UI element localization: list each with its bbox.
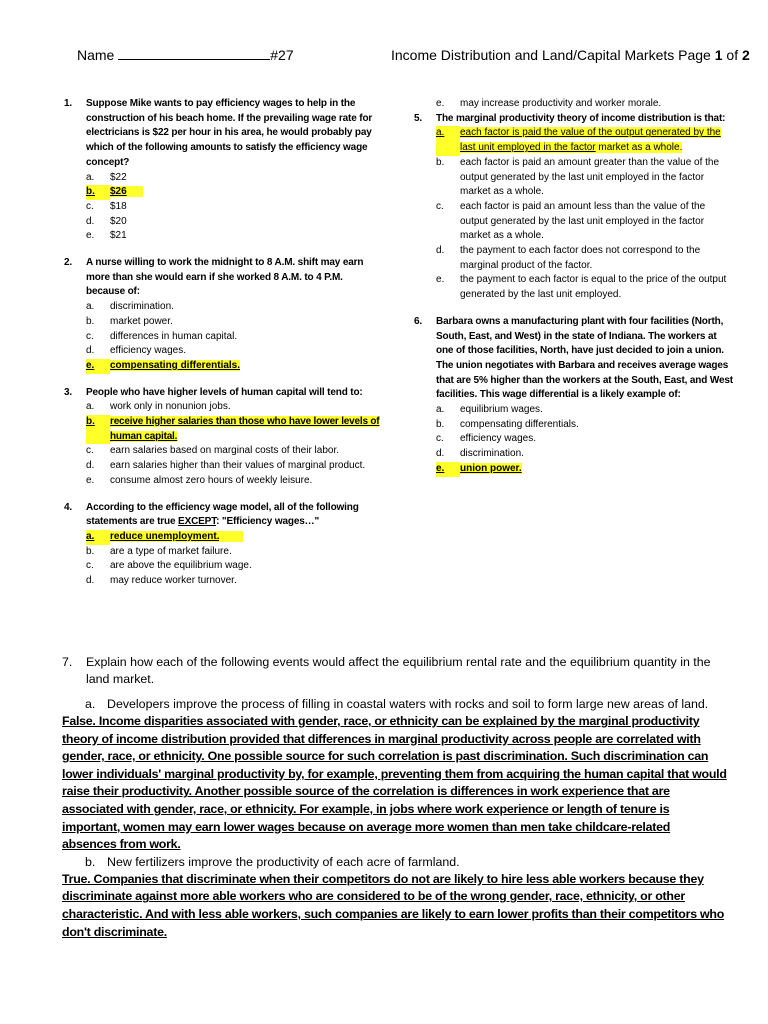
question-text: Suppose Mike wants to pay efficiency wages to help in the construction of his beach home. If the prevailing wage rate for electricians is $22 per hour in his area, he would probably pay which of the following amounts to satisfy the efficiency wage concept? (86, 98, 373, 168)
option-d[interactable]: d. efficiency wages. (86, 345, 186, 357)
option-a[interactable]: a. $22 (86, 171, 127, 183)
part-a: a. Developers improve the process of filling in coastal waters with rocks and soil to form large new areas of land. (85, 697, 709, 711)
option-e[interactable]: e. consume almost zero hours of weekly leisure. (86, 474, 313, 486)
option-e[interactable]: e. the payment to each factor is equal to the price of the output generated by the last unit employed. (436, 274, 727, 301)
option-a[interactable]: a. equilibrium wages. (436, 404, 543, 416)
option-a-selected[interactable]: a. each factor is paid the value of the output generated by the last unit employed in the factor market as a whole. (414, 126, 734, 155)
question-text: According to the efficiency wage model, all of the following statements are true EXCEPT: "Efficiency wages…" (86, 501, 359, 528)
option-b[interactable]: b. market power. (86, 315, 173, 327)
except-keyword: EXCEPT (178, 516, 217, 528)
option-c[interactable]: c. differences in human capital. (86, 330, 238, 342)
option-c[interactable]: c. are above the equilibrium wage. (86, 560, 252, 572)
option-d[interactable]: d. $20 (86, 215, 127, 227)
question-text: A nurse willing to work the midnight to 8 A.M. shift may earn more than she would earn if she worked 8 A.M. to 4 P.M. because of: (86, 257, 364, 298)
question-6: 6. Barbara owns a manufacturing plant with four facilities (North, South, East, and West) in the state of Indiana. The workers at one of those facilities, North, have just decided to join a union. The union negotiates with Barbara and receives average wages that are 5% higher than the workers at the South, East, and West facilities. This wage differential is a likely example of: a. equilibrium wages. b. compensating differentials. c. efficiency wages. d. discrimination. e. union power. (414, 315, 734, 477)
option-a-selected[interactable]: a. reduce unemployment. (64, 530, 384, 545)
option-d[interactable]: d. the payment to each factor does not correspond to the marginal product of the factor. (436, 245, 701, 271)
option-c[interactable]: c. $18 (86, 200, 127, 212)
left-column (64, 97, 384, 601)
question-text: People who have higher levels of human capital will tend to: (86, 386, 363, 398)
option-e-q4-continued[interactable]: e. may increase productivity and worker morale. (436, 98, 662, 109)
student-number: #27 (270, 47, 294, 63)
answer-b: True. Companies that discriminate when their competitors do not are likely to hire less able workers because they discriminate against more able workers who are considered to be of the wrong gender, race, ethnicity, or other characteristic. And with less able workers, such companies are likely to earn lower profits than their competitors who don't discriminate. (62, 871, 725, 939)
page-current: 1 (714, 47, 723, 63)
part-a-prompt: Developers improve the process of filling in coastal waters with rocks and soil to form large new areas of land. (107, 697, 709, 711)
question-1: 1. Suppose Mike wants to pay efficiency wages to help in the construction of his beach home. If the prevailing wage rate for electricians is $22 per hour in his area, he would probably pay which of the following amounts to satisfy the efficiency wage concept? a. $22 b. $26 c. $18 d. $20 e. $21 (64, 97, 384, 244)
option-d[interactable]: d. discrimination. (436, 448, 524, 460)
question-5: 5. The marginal productivity theory of income distribution is that: a. each factor is paid the value of the output generated by the last unit employed in the factor market as a whole. b. each factor is paid an amount greater than the value of the output generated by the last unit employed in the factor market as a whole. c. each factor is paid an amount less than the value of the output generated by the last unit employed in the factor market as a whole. d. the payment to each factor does not correspond to the marginal product of the factor. e. the payment to each factor is equal to the price of the output generated by the last unit employed. (414, 112, 734, 303)
option-d[interactable]: d. may reduce worker turnover. (86, 575, 237, 587)
option-b-selected[interactable]: b. $26 (64, 185, 384, 200)
right-column (414, 97, 734, 489)
name-label: Name (77, 47, 115, 63)
page-total: 2 (742, 47, 750, 63)
option-b[interactable]: b. are a type of market failure. (86, 545, 232, 557)
option-d[interactable]: d. earn salaries higher than their values of marginal product. (86, 460, 366, 472)
option-b[interactable]: b. each factor is paid an amount greater than the value of the output generated by the last unit employed in the factor market as a whole. (436, 156, 720, 198)
question-text: The marginal productivity theory of income distribution is that: (436, 112, 726, 124)
option-c[interactable]: c. each factor is paid an amount less than the value of the output generated by the last unit employed in the factor market as a whole. (436, 200, 706, 242)
page-title: Income Distribution and Land/Capital Markets Page 1 of 2 (391, 47, 750, 63)
option-b[interactable]: b. compensating differentials. (436, 418, 579, 430)
question-text: Barbara owns a manufacturing plant with four facilities (North, South, East, and West) in the state of Indiana. The workers at one of those facilities, North, have just decided to join a union. The union negotiates with Barbara and receives average wages that are 5% higher than the workers at the South, East, and West facilities. This wage differential is a likely example of: (436, 315, 733, 401)
option-a[interactable]: a. work only in nonunion jobs. (86, 401, 231, 413)
part-b-prompt: New fertilizers improve the productivity of each acre of farmland. (107, 854, 460, 869)
name-line (77, 47, 294, 63)
option-e-selected[interactable]: e. union power. (414, 462, 734, 477)
option-c[interactable]: c. earn salaries based on marginal costs of their labor. (86, 445, 340, 457)
question-7-prompt: Explain how each of the following events would affect the equilibrium rental rate and the equilibrium quantity in the land market. (86, 655, 711, 686)
option-e[interactable]: e. $21 (86, 230, 127, 242)
part-b: b. New fertilizers improve the productivity of each acre of farmland. (85, 854, 460, 869)
question-2: 2. A nurse willing to work the midnight to 8 A.M. shift may earn more than she would earn if she worked 8 A.M. to 4 P.M. because of: a. discrimination. b. market power. c. differences in human capital. d. efficiency wages. e. compensating differentials. (64, 256, 384, 374)
option-b-selected[interactable]: b. receive higher salaries than those who have lower levels of human capital. (64, 415, 384, 444)
name-blank[interactable] (118, 48, 270, 60)
option-a[interactable]: a. discrimination. (86, 301, 174, 313)
question-3: 3. People who have higher levels of human capital will tend to: a. work only in nonunion jobs. b. receive higher salaries than those who have lower levels of human capital. c. earn salaries based on marginal costs of their labor. d. earn salaries higher than their values of marginal product. e. consume almost zero hours of weekly leisure. (64, 386, 384, 489)
option-e-selected[interactable]: e. compensating differentials. (64, 359, 384, 374)
question-4: 4. According to the efficiency wage model, all of the following statements are true EXCEPT: "Efficiency wages…" a. reduce unemployment. b. are a type of market failure. c. are above the equilibrium wage. d. may reduce worker turnover. (64, 501, 384, 589)
option-c[interactable]: c. efficiency wages. (436, 433, 536, 445)
question-7: 7. Explain how each of the following events would affect the equilibrium rental rate and the equilibrium quantity in the land market. a. Developers improve the process of filling in coastal waters with rocks and soil to form large new areas of land. False. Income disparities associated with gender, race, or ethnicity can be explained by the marginal productivity theory of income distribution provided that differences in marginal productivity across people are correlated with gender, race, or ethnicity. One possible source for such correlation is past discrimination. Such discrimination can lower individuals' marginal productivity by, for example, preventing them from acquiring the human capital that would raise their productivity. Another possible source of the correlation is differences in work experience that are associated with gender, race, or ethnicity. For example, in jobs where work experience or length of tenure is important, women may earn lower wages because on average more women than men take childcare-related absences from work. b. New fertilizers improve the productivity of each acre of farmland. True. Companies that discriminate when their competitors do not are likely to hire less able workers because they discriminate against more able workers who are considered to be of the wrong gender, race, ethnicity, or other characteristic. And with less able workers, such companies are likely to earn lower profits than their competitors who don't discriminate. (62, 654, 727, 941)
answer-a: False. Income disparities associated with gender, race, or ethnicity can be explained by the marginal productivity theory of income distribution provided that differences in marginal productivity across people are correlated with gender, race, or ethnicity. One possible source for such correlation is past discrimination. Such discrimination can lower individuals' marginal productivity by, for example, preventing them from acquiring the human capital that would raise their productivity. Another possible source of the correlation is differences in work experience that are associated with gender, race, or ethnicity. For example, in jobs where work experience or length of tenure is important, women may earn lower wages because on average more women than men take childcare-related absences from work. (62, 714, 727, 852)
